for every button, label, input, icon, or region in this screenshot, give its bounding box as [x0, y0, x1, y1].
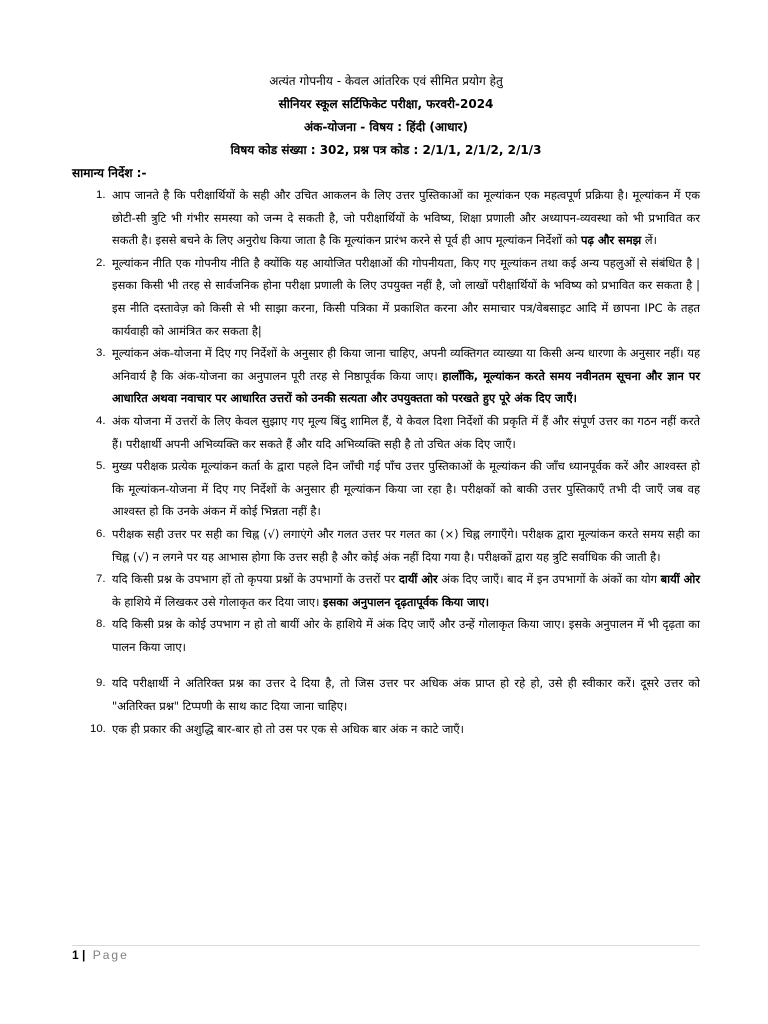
item-bold-text: इसका अनुपालन दृढ़तापूर्वक किया जाए।: [323, 594, 490, 609]
item-text-tail: के हाशिये में लिखकर उसे गोलाकृत कर दिया जाए।: [112, 594, 324, 609]
document-header: [72, 70, 700, 162]
subject-code-line: विषय कोड संख्या : 302, प्रश्न पत्र कोड : 2/1/1, 2/1/2, 2/1/3: [230, 143, 542, 157]
page-number: 1: [72, 948, 79, 962]
subject-title: अंक-योजना - विषय : हिंदी (आधार): [303, 120, 469, 134]
instruction-item: [72, 410, 700, 455]
item-text: एक ही प्रकार की अशुद्धि बार-बार हो तो उस पर एक से अधिक बार अंक न काटे जाएँ।: [112, 721, 464, 736]
item-text: मुख्य परीक्षक प्रत्येक मूल्यांकन कर्ता के द्वारा पहले दिन जाँची गई पाँच उत्तर पुस्तिकाओं के मूल्यांकन की जाँच ध्यानपूर्वक करें और आश्वस्त हो कि मूल्यांकन-योजना में दिए गए निर्देशों के अनुसार ही मूल्यांकन किया जा रहा है। परीक्षकों को बाकी उत्तर पुस्तिकाएँ तभी दी जाएँ जब वह आश्वस्त हो कि उनके अंकन में कोई भिन्नता नहीं है।: [112, 459, 700, 519]
instruction-list: [72, 184, 700, 740]
item-number: 1.: [96, 189, 106, 201]
item-number: 8.: [96, 618, 106, 631]
item-text: यदि किसी प्रश्न के कोई उपभाग न हो तो बायीं ओर के हाशिये में अंक दिए जाएँ और उन्हें गोलाकृत किया जाए। इसके अनुपालन में भी दृढ़ता का पालन किया जाए।: [112, 617, 700, 654]
item-text: आप जानते है कि परीक्षार्थियों के सही और उचित आकलन के लिए उत्तर पुस्तिकाओं का मूल्यांकन एक महत्वपूर्ण प्रक्रिया है। मूल्यांकन में एक छोटी-सी त्रुटि भी गंभीर समस्या को जन्म दे सकती है, जो परीक्षार्थियों के भविष्य, शिक्षा प्रणाली और अध्यापन-व्यवस्था को भी प्रभावित कर सकती है। इससे बचने के लिए अनुरोध किया जाता है कि मूल्यांकन प्रारंभ करने से पूर्व ही आप मूल्यांकन निर्देशों को: [112, 188, 700, 248]
item-bold-text: दायीं ओर: [398, 572, 438, 587]
footer-divider: [72, 945, 700, 946]
item-bold-text: बायीं ओर: [660, 572, 700, 587]
item-text-tail: अंक दिए जाएँ। बाद में इन उपभागों के अंकों का योग: [437, 572, 661, 587]
item-number: 5.: [96, 460, 106, 473]
instruction-item: [72, 672, 700, 717]
item-text: यदि किसी प्रश्न के उपभाग हों तो कृपया प्रश्नों के उपभागों के उत्तरों पर: [112, 572, 399, 587]
exam-title: सीनियर स्कूल सर्टिफिकेट परीक्षा, फरवरी-2024: [278, 97, 494, 111]
item-bold-text: पढ़ और समझ: [581, 233, 642, 248]
instruction-item: [72, 568, 700, 613]
instruction-item: [72, 342, 700, 410]
item-number: 3.: [96, 347, 106, 360]
instruction-item: [72, 184, 700, 252]
page-footer: [72, 948, 129, 962]
instruction-item: [72, 523, 700, 568]
instruction-item: [72, 455, 700, 523]
instruction-item: [72, 718, 700, 741]
item-number: 4.: [96, 414, 106, 427]
item-text: यदि परीक्षार्थी ने अतिरिक्त प्रश्न का उत्तर दे दिया है, तो जिस उत्तर पर अधिक अंक प्राप्त हो रहे हो, उसे ही स्वीकार करें। दूसरे उत्तर को "अतिरिक्त प्रश्न" टिप्पणी के साथ काट दिया जाना चाहिए।: [112, 676, 700, 714]
item-text: अंक योजना में उत्तरों के लिए केवल सुझाए गए मूल्य बिंदु शामिल हैं, ये केवल दिशा निर्देशों की प्रकृति में हैं और संपूर्ण उत्तर का गठन नहीं करते हैं। परीक्षार्थी अपनी अभिव्यक्ति कर सकते हैं और यदि अभिव्यक्ति सही है तो उचित अंक दिए जाएँ।: [112, 413, 700, 451]
section-title: सामान्य निर्देश :-: [72, 166, 147, 180]
item-number: 7.: [96, 573, 106, 586]
page-label: Page: [92, 948, 129, 962]
item-text-tail: लें।: [641, 233, 657, 248]
instruction-item: [72, 252, 700, 342]
instruction-item: [72, 613, 700, 658]
item-number: 6.: [96, 527, 106, 540]
footer-separator: |: [82, 948, 86, 962]
item-number: 10.: [90, 722, 106, 735]
confidential-line: अत्यंत गोपनीय - केवल आंतरिक एवं सीमित प्रयोग हेतु: [269, 74, 503, 88]
item-text: परीक्षक सही उत्तर पर सही का चिह्न (√) लगाएंगे और गलत उत्तर पर गलत का (×) चिह्न लगाएँगे। परीक्षक द्वारा मूल्यांकन करते समय सही का चिह्न (√) न लगने पर यह आभास होगा कि उत्तर सही है और कोई अंक नहीं दिया गया है। परीक्षकों द्वारा यह त्रुटि सर्वाधिक की जाती है।: [112, 526, 700, 564]
item-number: 2.: [96, 256, 106, 269]
item-number: 9.: [96, 677, 106, 690]
item-text: मूल्यांकन नीति एक गोपनीय नीति है क्योंकि यह आयोजित परीक्षाओं की गोपनीयता, किए गए मूल्यांकन तथा कई अन्य पहलुओं से संबंधित है | इसका किसी भी तरह से सार्वजनिक होना परीक्षा प्रणाली के लिए उपयुक्त नहीं है, जो लाखों परीक्षार्थियों के भविष्य को प्रभावित कर सकता है | इस नीति दस्तावेज़ को किसी से भी साझा करना, किसी पत्रिका में प्रकाशित करना और समाचार पत्र/वेबसाइट आदि में छापना IPC के तहत कार्यवाही को आमंत्रित कर सकता है|: [112, 255, 700, 338]
item-bold-text: हालाँकि, मूल्यांकन करते समय नवीनतम सूचना और ज्ञान पर आधारित अथवा नवाचार पर आधारित उत्तरों को उनकी सत्यता और उपयुक्तता को परखते हुए पूरे अंक दिए जाएँ।: [112, 368, 700, 406]
item-text: मूल्यांकन अंक-योजना में दिए गए निर्देशों के अनुसार ही किया जाना चाहिए, अपनी व्यक्तिगत व्याख्या या किसी अन्य धारणा के अनुसार नहीं। यह अनिवार्य है कि अंक-योजना का अनुपालन पूरी तरह से निष्ठापूर्वक किया जाए।: [112, 346, 700, 383]
